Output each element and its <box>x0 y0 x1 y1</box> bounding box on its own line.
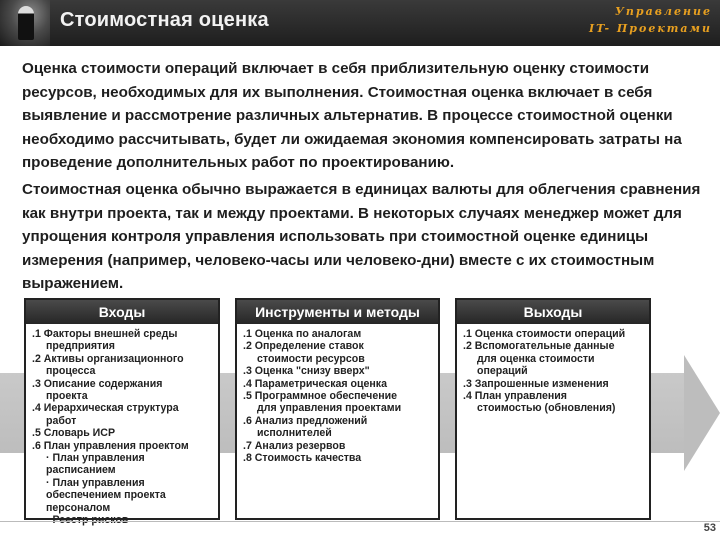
list-item: .6 Анализ предложений <box>243 414 368 427</box>
page-number: 53 <box>703 522 716 534</box>
list-item: работ <box>46 414 77 427</box>
brand-line-2: IT- Проектами <box>589 22 712 35</box>
list-item: .2 Вспомогательные данные <box>463 340 615 353</box>
list-item: .4 Параметрическая оценка <box>243 377 387 390</box>
list-item: обеспечением проекта <box>46 489 166 502</box>
outputs-column <box>455 298 651 520</box>
tools-title: Инструменты и методы <box>237 300 438 324</box>
paragraph-1: Оценка стоимости операций включает в себя приблизительную оценку стоимости ресурсов, необходимых для их выполнения. Стоимостная оценка включает в себя выявление и рассмотрение различных альтернатив. В процессе стоимостной оценки необходимо рассчитывать, будет ли ожидаемая экономия компенсировать затраты на проведение дополнительных работ по проектированию. <box>22 60 682 171</box>
flow-arrow-icon <box>684 355 720 471</box>
outputs-list <box>457 324 649 415</box>
list-item: процесса <box>46 365 96 378</box>
paragraph-2: Стоимостная оценка обычно выражается в единицах валюты для облегчения сравнения как внутри проекта, так и между проектами. В некоторых случаях менеджер может для упрощения контроля управления использовать при стоимостной оценке единицы измерения (например, человеко-часы или человеко-дни) вместе с их стоимостным выражением. <box>22 181 701 292</box>
list-item: исполнителей <box>257 427 332 440</box>
list-item: для оценка стоимости <box>477 352 595 365</box>
list-item: для управления проектами <box>257 402 402 415</box>
list-item: проекта <box>46 390 88 403</box>
list-item: операций <box>477 365 528 378</box>
list-item: .5 Словарь ИСР <box>32 427 116 440</box>
inputs-title: Входы <box>26 300 218 324</box>
outputs-title: Выходы <box>457 300 649 324</box>
tools-list <box>237 324 438 464</box>
businessman-figure-icon <box>18 6 34 40</box>
inputs-column <box>24 298 220 520</box>
list-item: .6 План управления проектом <box>32 439 189 452</box>
list-item: предприятия <box>46 340 115 353</box>
list-item: · План управления <box>46 452 145 465</box>
list-item: .3 Запрошенные изменения <box>463 377 609 390</box>
list-item: .7 Анализ резервов <box>243 439 346 452</box>
list-item: стоимостью (обновления) <box>477 402 616 415</box>
list-item: .1 Факторы внешней среды <box>32 328 178 340</box>
list-item: .4 Иерархическая структура <box>32 402 179 415</box>
list-item: .1 Оценка по аналогам <box>243 328 362 340</box>
list-item: .5 Программное обеспечение <box>243 390 398 403</box>
header-photo <box>0 0 50 46</box>
list-item: расписанием <box>46 464 116 477</box>
list-item: .3 Оценка "снизу вверх" <box>243 365 370 378</box>
footer-divider <box>0 521 720 522</box>
list-item: стоимости ресурсов <box>257 352 365 365</box>
inputs-list <box>26 324 218 527</box>
brand-logo <box>589 3 712 37</box>
list-item: · План управления <box>46 476 145 489</box>
slide-title: Стоимостная оценка <box>60 9 269 31</box>
list-item: .3 Описание содержания <box>32 377 163 390</box>
list-item: .2 Активы организационного <box>32 352 184 365</box>
list-item: .8 Стоимость качества <box>243 452 362 465</box>
list-item: .1 Оценка стоимости операций <box>463 328 626 340</box>
tools-column <box>235 298 440 520</box>
list-item: .4 План управления <box>463 390 567 403</box>
list-item: .2 Определение ставок <box>243 340 364 353</box>
slide-header <box>0 0 720 46</box>
list-item: персоналом <box>46 501 111 514</box>
brand-line-1: Управление <box>614 5 712 18</box>
